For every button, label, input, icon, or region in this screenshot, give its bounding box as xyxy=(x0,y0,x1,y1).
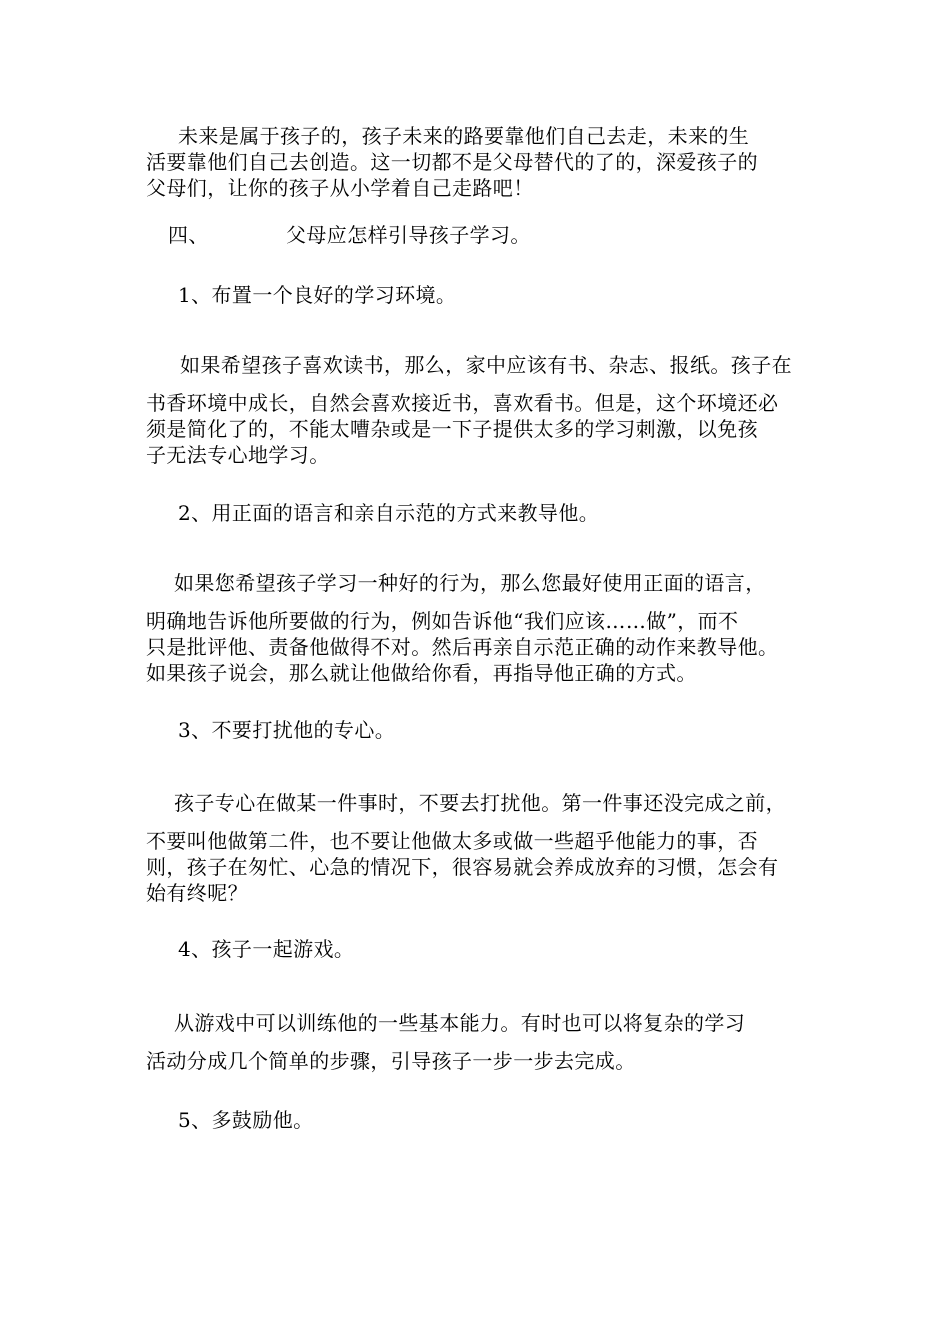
item-heading-2: 2、用正面的语言和亲自示范的方式来教导他。 xyxy=(178,501,600,525)
item-heading-3: 3、不要打扰他的专心。 xyxy=(178,718,396,742)
paragraph-line: 未来是属于孩子的，孩子未来的路要靠他们自己去走，未来的生 xyxy=(178,124,750,148)
paragraph-line: 孩子专心在做某一件事时，不要去打扰他。第一件事还没完成之前， xyxy=(174,791,786,815)
section-title: 父母应怎样引导孩子学习。 xyxy=(286,223,531,247)
item-paragraph-2 xyxy=(146,570,778,686)
item-paragraph-4 xyxy=(146,1010,745,1074)
paragraph-line: 父母们，让你的孩子从小学着自己走路吧！ xyxy=(146,176,534,200)
paragraph-line: 不要叫他做第二件，也不要让他做太多或做一些超乎他能力的事，否 xyxy=(146,829,758,853)
item-heading-1: 1、布置一个良好的学习环境。 xyxy=(178,283,457,307)
item-paragraph-3 xyxy=(146,790,786,906)
paragraph-line: 只是批评他、责备他做得不对。然后再亲自示范正确的动作来教导他。 xyxy=(146,635,779,659)
paragraph-line: 活要靠他们自己去创造。这一切都不是父母替代的了的，深爱孩子的 xyxy=(146,150,758,174)
paragraph-line: 如果您希望孩子学习一种好的行为，那么您最好使用正面的语言， xyxy=(174,571,766,595)
section-number: 四、 xyxy=(168,223,209,247)
item-heading-5: 5、多鼓励他。 xyxy=(178,1108,314,1132)
paragraph-line: 须是简化了的，不能太嘈杂或是一下子提供太多的学习刺激，以免孩 xyxy=(146,417,758,441)
paragraph-line: 书香环境中成长，自然会喜欢接近书，喜欢看书。但是，这个环境还必 xyxy=(146,391,779,415)
section-heading xyxy=(168,222,531,248)
paragraph-line: 明确地告诉他所要做的行为，例如告诉他“我们应该……做”，而不 xyxy=(146,609,739,633)
intro-paragraph xyxy=(146,123,758,201)
paragraph-line: 子无法专心地学习。 xyxy=(146,443,330,467)
item-heading-4: 4、孩子一起游戏。 xyxy=(178,937,355,961)
paragraph-line: 如果希望孩子喜欢读书，那么，家中应该有书、杂志、报纸。孩子在 xyxy=(180,353,792,377)
paragraph-line: 从游戏中可以训练他的一些基本能力。有时也可以将复杂的学习 xyxy=(174,1011,746,1035)
paragraph-line: 始有终呢？ xyxy=(146,881,248,905)
item-paragraph-1 xyxy=(146,352,792,468)
paragraph-line: 则，孩子在匆忙、心急的情况下，很容易就会养成放弃的习惯，怎会有 xyxy=(146,855,779,879)
paragraph-line: 如果孩子说会，那么就让他做给你看，再指导他正确的方式。 xyxy=(146,661,697,685)
paragraph-line: 活动分成几个简单的步骤，引导孩子一步一步去完成。 xyxy=(146,1049,636,1073)
